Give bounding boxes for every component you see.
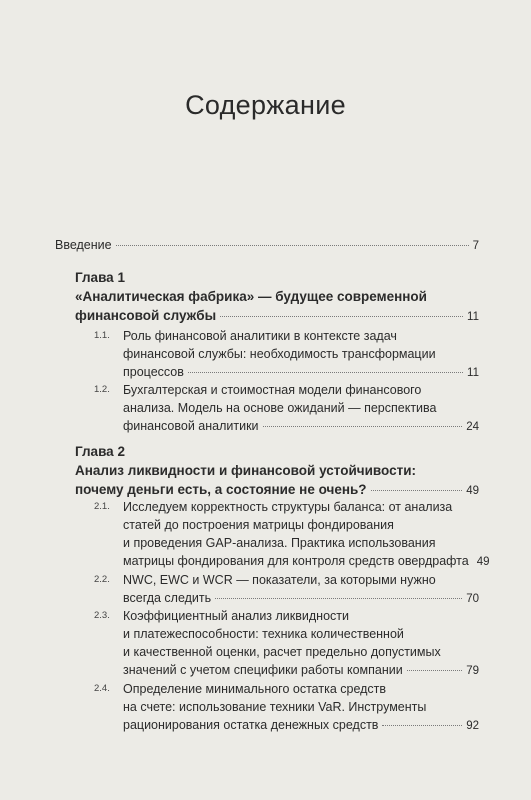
- section-title-line[interactable]: Исследуем корректность структуры баланса: от анализа: [123, 500, 453, 514]
- leader-dots: [263, 426, 463, 427]
- toc-entry-label: Введение: [55, 238, 112, 252]
- section-number: 2.3.: [94, 610, 110, 621]
- section-title-line[interactable]: и проведения GAP-анализа. Практика использования: [123, 536, 436, 550]
- section-title-line: значений с учетом специфики работы компании: [123, 663, 403, 677]
- section-title-line[interactable]: статей до построения матрицы фондирования: [123, 518, 394, 532]
- toc-page-number: 11: [467, 367, 479, 379]
- section-number: 2.2.: [94, 574, 110, 585]
- chapter-heading: Глава 2: [75, 444, 125, 459]
- section-title-line[interactable]: Определение минимального остатка средств: [123, 682, 387, 696]
- section-number: 1.2.: [94, 384, 110, 395]
- toc-page-number: 11: [467, 311, 479, 323]
- leader-dots: [382, 725, 462, 726]
- section-number: 1.1.: [94, 330, 110, 341]
- toc-entry-chapter1[interactable]: [75, 306, 479, 327]
- section-title-line[interactable]: финансовой службы: необходимость трансформации: [123, 347, 436, 361]
- section-title-line[interactable]: и платежеспособности: техника количественной: [123, 627, 404, 641]
- leader-dots: [215, 598, 462, 599]
- toc-page-number: 79: [466, 665, 479, 677]
- section-title-line: финансовой аналитики: [123, 419, 259, 433]
- toc-entry-2-1[interactable]: [123, 552, 490, 571]
- toc-page-number: 49: [476, 556, 490, 568]
- toc-page-number: 70: [466, 593, 479, 605]
- section-title-line[interactable]: и качественной оценки, расчет предельно допустимых: [123, 645, 441, 659]
- section-title-line: рационирования остатка денежных средств: [123, 718, 379, 732]
- section-title-line: процессов: [123, 365, 184, 379]
- section-title-line[interactable]: NWC, EWC и WCR — показатели, за которыми нужно: [123, 573, 436, 587]
- section-number: 2.4.: [94, 683, 110, 694]
- toc-page-number: 49: [466, 485, 479, 497]
- section-title-line[interactable]: анализа. Модель на основе ожиданий — перспектива: [123, 401, 437, 415]
- toc-entry-1-1[interactable]: [123, 363, 479, 382]
- toc-entry-2-3[interactable]: [123, 661, 479, 680]
- toc-entry-2-2[interactable]: [123, 589, 479, 608]
- leader-dots: [188, 372, 463, 373]
- section-title-line: матрицы фондирования для контроля средств овердрафта: [123, 554, 469, 568]
- chapter-title-line[interactable]: «Аналитическая фабрика» — будущее современной: [75, 289, 427, 304]
- section-title-line[interactable]: Коэффициентный анализ ликвидности: [123, 609, 349, 623]
- chapter-title-line[interactable]: Анализ ликвидности и финансовой устойчивости:: [75, 463, 416, 478]
- toc-page-number: 92: [466, 720, 479, 732]
- toc-entry-1-2[interactable]: [123, 417, 479, 436]
- section-title-line: всегда следить: [123, 591, 212, 605]
- toc-page-number: 24: [466, 421, 479, 433]
- section-title-line[interactable]: Бухгалтерская и стоимостная модели финансового: [123, 383, 422, 397]
- chapter-title-line: финансовой службы: [75, 308, 217, 323]
- leader-dots: [371, 490, 463, 491]
- leader-dots: [407, 670, 462, 671]
- chapter-title-line: почему деньги есть, а состояние не очень?: [75, 482, 367, 497]
- leader-dots: [220, 316, 463, 317]
- section-number: 2.1.: [94, 501, 110, 512]
- section-title-line[interactable]: Роль финансовой аналитики в контексте задач: [123, 329, 397, 343]
- toc-entry-intro[interactable]: [55, 236, 479, 255]
- chapter-heading: Глава 1: [75, 270, 125, 285]
- section-title-line[interactable]: на счете: использование техники VaR. Инструменты: [123, 700, 427, 714]
- leader-dots: [116, 245, 469, 246]
- page-title: Содержание: [185, 90, 346, 120]
- toc-page-number: 7: [472, 240, 479, 252]
- toc-entry-2-4[interactable]: [123, 716, 479, 735]
